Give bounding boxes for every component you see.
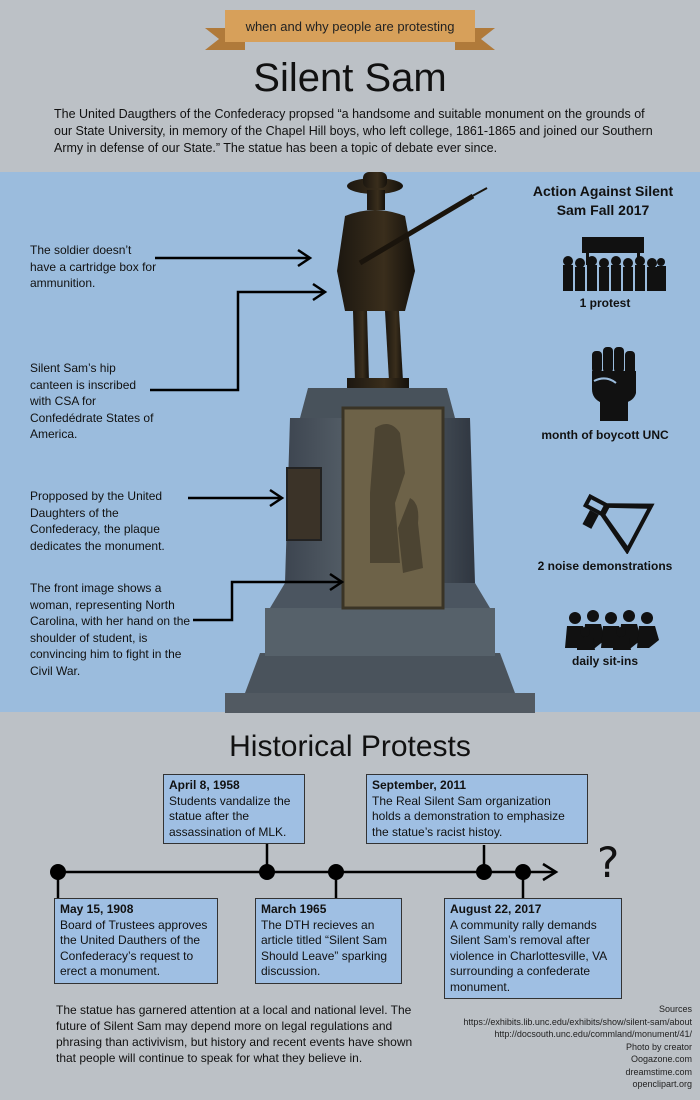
source-line: http://docsouth.unc.edu/commland/monument/41/	[494, 1029, 692, 1039]
action-label-boycott: month of boycott UNC	[541, 428, 669, 442]
source-line: https://exhibits.lib.unc.edu/exhibits/show/silent-sam/about	[463, 1016, 692, 1027]
timeline-event-1965	[255, 898, 402, 984]
note-front-image: The front image shows a woman, representing North Carolina, with her hand on the shoulder of student, is convincing him to fight in the Civil War.	[30, 581, 191, 678]
source-line: Photo by creator	[625, 1041, 692, 1052]
event-date: April 8, 1958	[169, 778, 240, 792]
header-ribbon	[205, 10, 495, 52]
intro-paragraph: The United Daugthers of the Confederacy propsed “a handsome and suitable monument on the grounds of our State University, in memory of the Chapel Hill boys, who left college, 1861-1865 and joined our Southern Army in defense of our State.” The statue has been a topic of debate ever since.	[54, 107, 653, 155]
sources-list	[392, 1003, 692, 1091]
event-text: A community rally demands Silent Sam’s removal after violence in Charlottesville, VA surrounding a confederate monument.	[450, 917, 607, 994]
timeline-event-1958	[163, 774, 305, 844]
closing-paragraph: The statue has garnered attention at a local and national level. The future of Silent Sam may depend more on legal regulations and phrasing than activivism, but history and recent events have shown that people will continue to speak for what they believe in.	[56, 1003, 413, 1065]
source-line: Oogazone.com	[630, 1054, 692, 1064]
event-date: March 1965	[261, 902, 327, 916]
event-text: Board of Trustees approves the United Dauthers of the Confederacy’s request to erect a monument.	[60, 917, 208, 978]
megaphone-icon	[572, 478, 656, 554]
note-plaque: Propposed by the United Daughters of the Confederacy, the plaque dedicates the monument.	[30, 489, 165, 553]
event-date: September, 2011	[372, 778, 467, 792]
action-label-protest: 1 protest	[579, 296, 631, 310]
source-line: dreamstime.com	[625, 1066, 692, 1077]
action-label-noise: 2 noise demonstrations	[537, 559, 673, 573]
source-line: openclipart.org	[632, 1079, 692, 1089]
raised-fist-icon	[588, 345, 640, 421]
timeline-event-2017	[444, 898, 622, 999]
event-date: August 22, 2017	[450, 902, 542, 916]
event-text: The Real Silent Sam organization holds a demonstration to emphasize the statue’s racist histoy.	[372, 793, 565, 839]
action-label-sit-ins: daily sit-ins	[571, 654, 639, 668]
event-text: Students vandalize the statue after the assassination of MLK.	[169, 793, 291, 839]
actions-title: Action Against Silent Sam Fall 2017	[532, 183, 674, 218]
future-question-mark: ?	[597, 838, 620, 887]
historical-protests-title: Historical Protests	[229, 730, 471, 763]
sources-heading: Sources	[658, 1004, 692, 1014]
page-title: Silent Sam	[253, 56, 447, 100]
timeline-event-1908	[54, 898, 218, 984]
ribbon-text: when and why people are protesting	[225, 10, 475, 42]
note-hip-canteen: Silent Sam’s hip canteen is inscribed with CSA for Confedédrate States of America.	[30, 361, 154, 441]
event-date: May 15, 1908	[60, 902, 134, 916]
sitting-crowd-icon	[565, 608, 661, 650]
timeline-event-2011	[366, 774, 588, 844]
note-cartridge-box: The soldier doesn’t have a cartridge box for ammunition.	[30, 243, 157, 290]
crowd-protest-icon	[560, 235, 666, 291]
event-text: The DTH recieves an article titled “Silent Sam Should Leave” sparking discussion.	[261, 917, 388, 978]
